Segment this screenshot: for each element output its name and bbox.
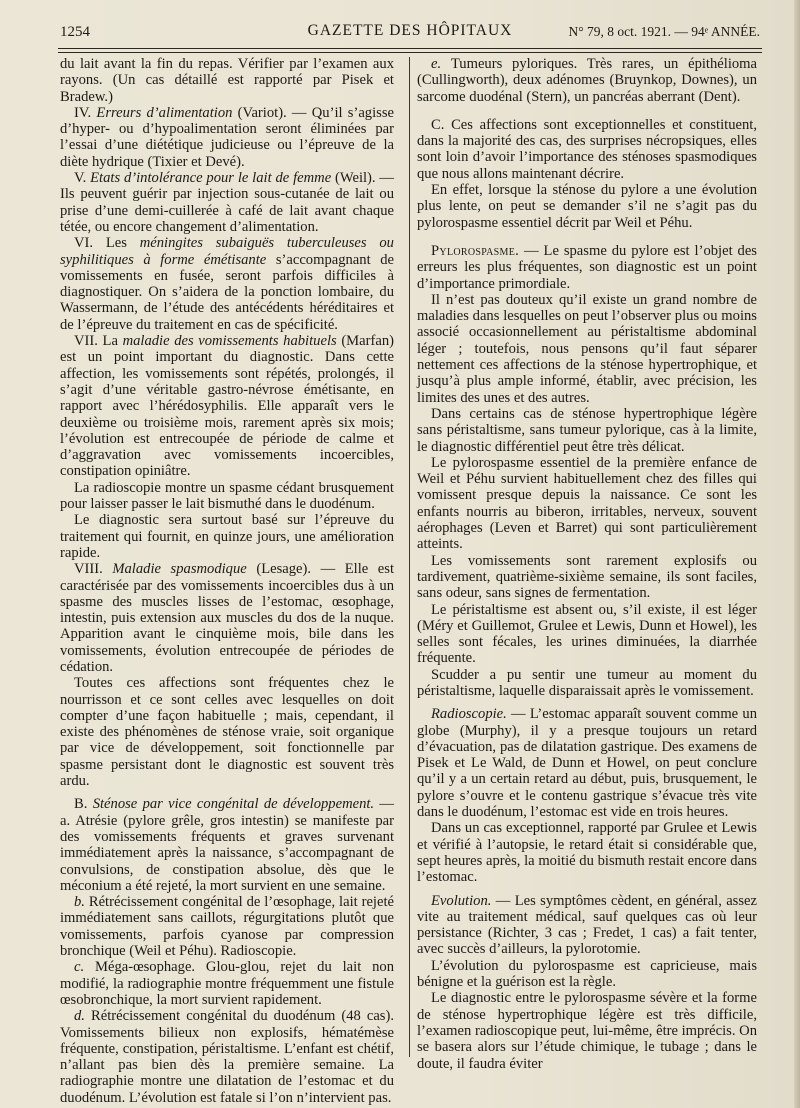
page-edge-shadow xyxy=(794,0,800,1108)
paragraph-section-iv: IV. Erreurs d’alimentation (Variot). — Qu’il s’agisse d’hyper- ou d’hypoalimentation seront éliminées par l’essai d’une diététique judicieuse ou l’épreuve de la diète hydrique (Tixier et Devé). xyxy=(60,104,394,170)
paragraph: du lait avant la fin du repas. Vérifier par l’examen aux rayons. (Un cas détaillé est rapporté par Pisek et Bradew.) xyxy=(60,56,394,105)
paragraph: Le diagnostic sera surtout basé sur l’épreuve du traitement qui fournit, en quinze jours, une amélioration rapide. xyxy=(60,512,394,561)
paragraph-section-vii: VII. La maladie des vomissements habituels (Marfan) est un point important du diagnostic. Dans cette affection, les vomissements sont répétés, prolongés, il s’agit d’une véritable gastro-névrose émétisante, en rapport avec l’hérédosyphilis. Elle apparaît vers le deuxième ou troisième mois, rarement après six mois; l’évolution est entrecoupée de période de calme et d’aggravation avec vomissements incoercibles, constipation opiniâtre. xyxy=(60,333,394,480)
paragraph: Scudder a pu sentir une tumeur au moment du péristaltisme, laquelle disparaissait après le vomissement. xyxy=(417,666,757,699)
page-number: 1254 xyxy=(60,24,90,40)
journal-title: GAZETTE DES HÔPITAUX xyxy=(307,22,513,39)
paragraph: Le péristaltisme est absent ou, s’il existe, il est léger (Méry et Guillemot, Grulee et Lewis, Dunn et Howel), les selles sont fécales, les urines diminuées, la diarrhée fréquente. xyxy=(417,601,757,667)
column-divider xyxy=(409,57,410,1057)
header-rule-thick xyxy=(58,48,762,49)
paragraph-section-c: C. Ces affections sont exceptionnelles et constituent, dans la majorité des cas, des surprises nécropsiques, elles sont loin d’avoir l’importance des sténoses spasmodiques que nous allons maintenant décrire. xyxy=(417,116,757,182)
issue-info: N° 79, 8 oct. 1921. — 94ᵉ ANNÉE. xyxy=(568,24,760,39)
paragraph: Il n’est pas douteux qu’il existe un grand nombre de maladies dans lesquelles on peut l’observer plus ou moins associé occasionnellement au péristaltisme abdominal léger ; toutefois, nous pensons qu’il faut séparer nettement ces affections de la sténose hypertrophique, et jusqu’à plus ample informé, établir, avec précision, les limites des unes et des autres. xyxy=(417,291,757,406)
right-column xyxy=(417,56,757,1072)
paragraph: La radioscopie montre un spasme cédant brusquement pour laisser passer le lait bismuthé dans le duodénum. xyxy=(60,479,394,513)
paragraph-section-viii: VIII. Maladie spasmodique (Lesage). — Elle est caractérisée par des vomissements incoercibles dus à un spasme des muscles lisses de l’estomac, œsophage, intestin, puis extension aux muscles du dos de la nuque. Apparition avant le cinquième mois, bile dans les vomissements, évolution entrecoupée de périodes de cédation. xyxy=(60,561,395,675)
paragraph-item-d: d. Rétrécissement congénital du duodénum (48 cas). Vomissements bilieux non explosifs, hématémèse fréquente, constipation, péristaltisme. L’enfant est chétif, n’allant pas bien dès la première semaine. La radiographie montre une dilatation de l’estomac et du duodénum. L’évolution est fatale si l’on n’intervient pas. xyxy=(60,1008,394,1106)
paragraph-evolution: Evolution. — Les symptômes cèdent, en général, assez vite au traitement médical, sauf quelques cas où leur persistance (Richter, 3 cas ; Fredet, 1 cas) a fait tenter, avec succès d’ailleurs, la pylorotomie. xyxy=(417,892,757,958)
paragraph: Dans un cas exceptionnel, rapporté par Grulee et Lewis et vérifié à l’autopsie, le retard était si considérable que, sept heures après, la moitié du bismuth restait encore dans l’estomac. xyxy=(417,820,757,886)
paragraph: Les vomissements sont rarement explosifs ou tardivement, quatrième-sixième semaine, ils sont faciles, sans odeur, sans signes de fermentation. xyxy=(417,552,757,602)
paragraph: L’évolution du pylorospasme est capricieuse, mais bénigne et la guérison est la règle. xyxy=(417,957,757,991)
paragraph-section-vi: VI. Les méningites subaiguës tuberculeuses ou syphilitiques à forme émétisante s’accompagnant de vomissements en fusée, seront parfois difficiles à diagnostiquer. On s’aidera de la ponction lombaire, du Wassermann, de l’étude des antécédents héréditaires et de l’épreuve du traitement en cas de spécificité. xyxy=(60,235,394,333)
paragraph-radioscopie: Radioscopie. — L’estomac apparaît souvent comme un globe (Murphy), il y a presque toujours un retard d’évacuation, pas de dilatation gastrique. Des examens de Pisek et Le Wald, de Dunn et Howel, on peut conclure qu’il y a un certain retard au début, puis, brusquement, le pylore s’ouvre et le contenu gastrique s’évacue très vite dans le duodénum, l’estomac est vide en trois heures. xyxy=(417,706,757,821)
left-column xyxy=(60,56,394,1106)
paragraph-pylorospasme: Pylorospasme. — Le spasme du pylore est l’objet des erreurs les plus fréquentes, son diagnostic est un point d’importance primordiale. xyxy=(417,242,757,292)
paragraph: Le pylorospasme essentiel de la première enfance de Weil et Péhu survient habituellement chez des filles qui vomissent presque depuis la naissance. Ce sont les enfants nourris au biberon, irritables, nerveux, souvent aérophages (Leven et Barret) qui sont particulièrement atteints. xyxy=(417,454,757,553)
paragraph: En effet, lorsque la sténose du pylore a une évolution plus lente, on peut se demander s’il ne s’agit pas du pylorospasme essentiel décrit par Weil et Péhu. xyxy=(417,182,757,231)
paragraph-section-b: B. Sténose par vice congénital de développement. — a. Atrésie (pylore grêle, gros intestin) se manifeste par des vomissements fréquents et graves survenant immédiatement après la naissance, s’accompagnant de convulsions, de constipation absolue, dès que le méconium a été rejeté, la mort survient en une semaine. xyxy=(60,796,394,894)
paragraph-item-c: c. Méga-œsophage. Glou-glou, rejet du lait non modifié, la radiographie montre fréquemment une fistule œsobronchique, la mort survient rapidement. xyxy=(60,959,395,1008)
paragraph: Toutes ces affections sont fréquentes chez le nourrisson et ce sont celles avec lesquelles on doit compter d’une façon habituelle ; mais, cependant, il existe des phénomènes de sténose vraie, soit organique par vice de développement, soit fonctionnelle par spasme persistant dont le diagnostic est souvent très ardu. xyxy=(60,675,394,790)
paragraph-item-b: b. Rétrécissement congénital de l’œsophage, lait rejeté immédiatement sans caillots, régurgitations plutôt que vomissements, parfois cyanose par compression bronchique (Weil et Péhu). Radioscopie. xyxy=(60,894,394,960)
paragraph-section-v: V. Etats d’intolérance pour le lait de femme (Weil). — Ils peuvent guérir par injection sous-cutanée de lait ou prise d’une demi-cuillerée à café de lait avant chaque tétée, ou encore changement d’alimentation. xyxy=(60,170,394,235)
header-rule-thin xyxy=(58,52,762,53)
paragraph: Dans certains cas de sténose hypertrophique légère sans péristaltisme, sans tumeur pylorique, cas à la limite, le diagnostic différentiel peut être très délicat. xyxy=(417,405,757,455)
paragraph-item-e: e. Tumeurs pyloriques. Très rares, un épithélioma (Cullingworth), deux adénomes (Bruynkop, Downes), un sarcome duodénal (Stern), un pancréas aberrant (Dent). xyxy=(417,56,757,105)
running-header xyxy=(60,16,760,46)
paragraph: Le diagnostic entre le pylorospasme sévère et la forme de sténose hypertrophique légère est très difficile, l’examen radioscopique peut, lui-même, être imprécis. On se basera alors sur l’étude chimique, le tubage ; dans le doute, il faudra éviter xyxy=(417,990,757,1072)
